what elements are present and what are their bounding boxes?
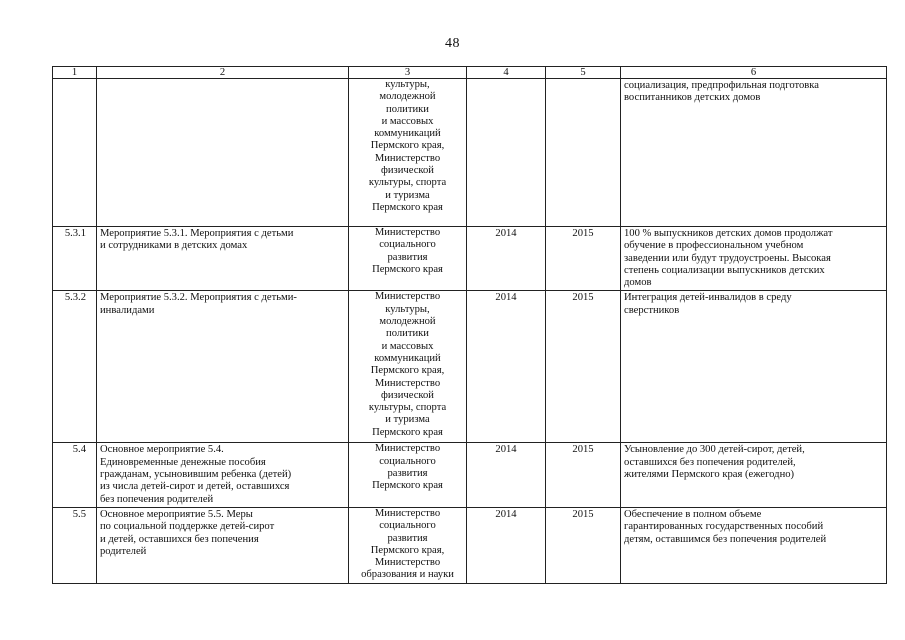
end-year: 2015 [546, 227, 621, 291]
column-number-header: 5 [546, 67, 621, 79]
start-year: 2014 [467, 291, 546, 443]
start-year: 2014 [467, 443, 546, 507]
table-row [53, 507, 887, 583]
table-row [53, 443, 887, 507]
expected-result: 100 % выпускников детских домов продолжат обучение в профессиональном учебном заведении или будут трудоустроены. Высокая степень социализации выпускников детских домов [621, 227, 887, 291]
activity-name: Основное мероприятие 5.5. Меры по социальной поддержке детей-сирот и детей, оставшихся без попечения родителей [97, 507, 349, 583]
item-number: 5.5 [53, 507, 97, 583]
item-number [53, 79, 97, 227]
start-year [467, 79, 546, 227]
expected-result: Усыновление до 300 детей-сирот, детей, оставшихся без попечения родителей, жителями Пермского края (ежегодно) [621, 443, 887, 507]
table-row [53, 227, 887, 291]
column-number-row [53, 67, 887, 79]
responsible-executor: Министерство социального развития Пермского края [349, 227, 467, 291]
column-number-header: 3 [349, 67, 467, 79]
table-row [53, 291, 887, 443]
table-row [53, 79, 887, 227]
item-number: 5.3.1 [53, 227, 97, 291]
item-number: 5.4 [53, 443, 97, 507]
end-year: 2015 [546, 443, 621, 507]
program-activities-table [52, 66, 887, 584]
item-number: 5.3.2 [53, 291, 97, 443]
column-number-header: 2 [97, 67, 349, 79]
end-year: 2015 [546, 291, 621, 443]
activity-name: Мероприятие 5.3.2. Мероприятия с детьми- инвалидами [97, 291, 349, 443]
expected-result: социализация, предпрофильная подготовка воспитанников детских домов [621, 79, 887, 227]
start-year: 2014 [467, 227, 546, 291]
responsible-executor: Министерство культуры, молодежной политики и массовых коммуникаций Пермского края, Министерство физической культуры, спорта и туризма Пермского края [349, 291, 467, 443]
page-number: 48 [445, 36, 460, 51]
column-number-header: 6 [621, 67, 887, 79]
activity-name: Мероприятие 5.3.1. Мероприятия с детьми и сотрудниками в детских домах [97, 227, 349, 291]
start-year: 2014 [467, 507, 546, 583]
responsible-executor: культуры, молодежной политики и массовых коммуникаций Пермского края, Министерство физической культуры, спорта и туризма Пермского края [349, 79, 467, 227]
responsible-executor: Министерство социального развития Пермского края [349, 443, 467, 507]
end-year: 2015 [546, 507, 621, 583]
activity-name [97, 79, 349, 227]
expected-result: Обеспечение в полном объеме гарантированных государственных пособий детям, оставшимся без попечения родителей [621, 507, 887, 583]
expected-result: Интеграция детей-инвалидов в среду сверстников [621, 291, 887, 443]
activity-name: Основное мероприятие 5.4. Единовременные денежные пособия гражданам, усыновившим ребенка (детей) из числа детей-сирот и детей, оставшихся без попечения родителей [97, 443, 349, 507]
column-number-header: 1 [53, 67, 97, 79]
end-year [546, 79, 621, 227]
responsible-executor: Министерство социального развития Пермского края, Министерство образования и науки [349, 507, 467, 583]
column-number-header: 4 [467, 67, 546, 79]
